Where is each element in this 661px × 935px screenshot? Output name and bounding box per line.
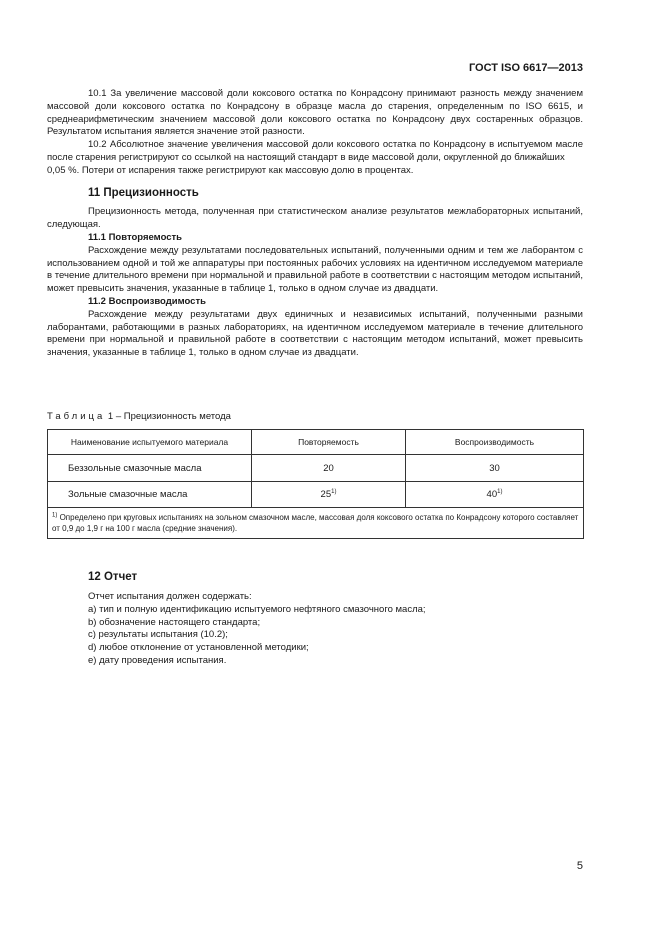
table-row: [48, 482, 584, 508]
value: 25: [320, 489, 332, 500]
document-header: ГОСТ ISO 6617—2013: [468, 62, 583, 74]
section-11-intro: Прецизионность метода, полученная при статистическом анализе результатов межлабораторных испытаний, следующая.: [47, 206, 583, 231]
list-item: e) дату проведения испытания.: [88, 654, 227, 666]
precision-table: [47, 429, 584, 539]
table-caption-text: 1 – Прецизионность метода: [107, 411, 231, 422]
footnote-ref: 1): [331, 488, 337, 495]
section-11-2-text: Расхождение между результатами двух единичных и независимых испытаний, полученными разными лаборантами, работающими в разных лабораториях, на идентичном исследуемом материале в течение длительного времени при нормальной и правильной работе в соответствии с настоящим методом испытаний, может превысить значения, указанные в таблице 1, только в одном случае из двадцати.: [47, 308, 583, 359]
cell-material: Зольные смазочные масла: [48, 482, 252, 508]
cell-material: Беззольные смазочные масла: [48, 455, 252, 482]
section-11-title: 11 Прецизионность: [88, 186, 199, 199]
cell-reproducibility: [406, 482, 584, 508]
main-text: [47, 88, 583, 360]
list-item: b) обозначение настоящего стандарта;: [88, 616, 261, 628]
table-footnote-row: [48, 508, 584, 539]
list-item: d) любое отклонение от установленной методики;: [88, 642, 309, 654]
footnote-mark: 1): [52, 512, 58, 519]
section-12-intro: Отчет испытания должен содержать:: [88, 591, 252, 602]
table-caption-word: Таблица: [47, 411, 106, 422]
section-11-1-text: Расхождение между результатами последовательных испытаний, полученными одним и тем же лаборантом с использованием одной и той же аппаратуры при постоянных рабочих условиях на идентичном исследуемом материале в течение длительного времени при нормальной и правильной работе в соответствии с настоящим методом испытаний, может превысить значения, указанные в таблице 1, только в одном случае из двадцати.: [47, 244, 583, 295]
table-footnote: [48, 508, 584, 539]
table-caption: [47, 411, 231, 422]
table-header-row: [48, 430, 584, 455]
footnote-ref: 1): [497, 488, 503, 495]
section-12: [47, 571, 583, 668]
table-row: [48, 455, 584, 482]
footnote-text: Определено при круговых испытаниях на зольном смазочном масле, массовая доля коксового остатка по Конрадсону которого составляет от 0,9 до 1,9 г на 100 г масла (средние значения).: [52, 513, 579, 533]
section-12-title: 12 Отчет: [88, 571, 138, 583]
page-number: 5: [576, 860, 583, 872]
cell-repeatability: [252, 482, 406, 508]
value: 40: [486, 489, 498, 500]
paragraph-10-2: 10.2 Абсолютное значение увеличения массовой доли коксового остатка по Конрадсону в испытуемом масле после старения регистрируют со ссылкой на настоящий стандарт в виде массовой доли, округленной до ближайших: [47, 139, 583, 163]
section-11-1-title: 11.1 Повторяемость: [88, 231, 183, 243]
cell-reproducibility: 30: [406, 455, 584, 482]
list-item: a) тип и полную идентификацию испытуемого нефтяного смазочного масла;: [88, 603, 426, 615]
header-material: Наименование испытуемого материала: [48, 430, 252, 455]
paragraph-10-2-end: 0,05 %. Потери от испарения также регистрируют как массовую долю в процентах.: [47, 164, 414, 176]
list-item: c) результаты испытания (10.2);: [88, 629, 228, 641]
cell-repeatability: 20: [252, 455, 406, 482]
paragraph-10-1: 10.1 За увеличение массовой доли коксового остатка по Конрадсону принимают разность между значением массовой доли коксового остатка по Конрадсону в образце масла до старения, определенным по ISO 6615, и среднеарифметическим значением массовой доли коксового остатка по Конрадсону двух состаренных образцов. Результатом испытания является значение этой разности.: [47, 88, 583, 138]
header-reproducibility: Воспроизводимость: [406, 430, 584, 455]
section-11-2-title: 11.2 Воспроизводимость: [88, 295, 206, 307]
header-repeatability: Повторяемость: [252, 430, 406, 455]
